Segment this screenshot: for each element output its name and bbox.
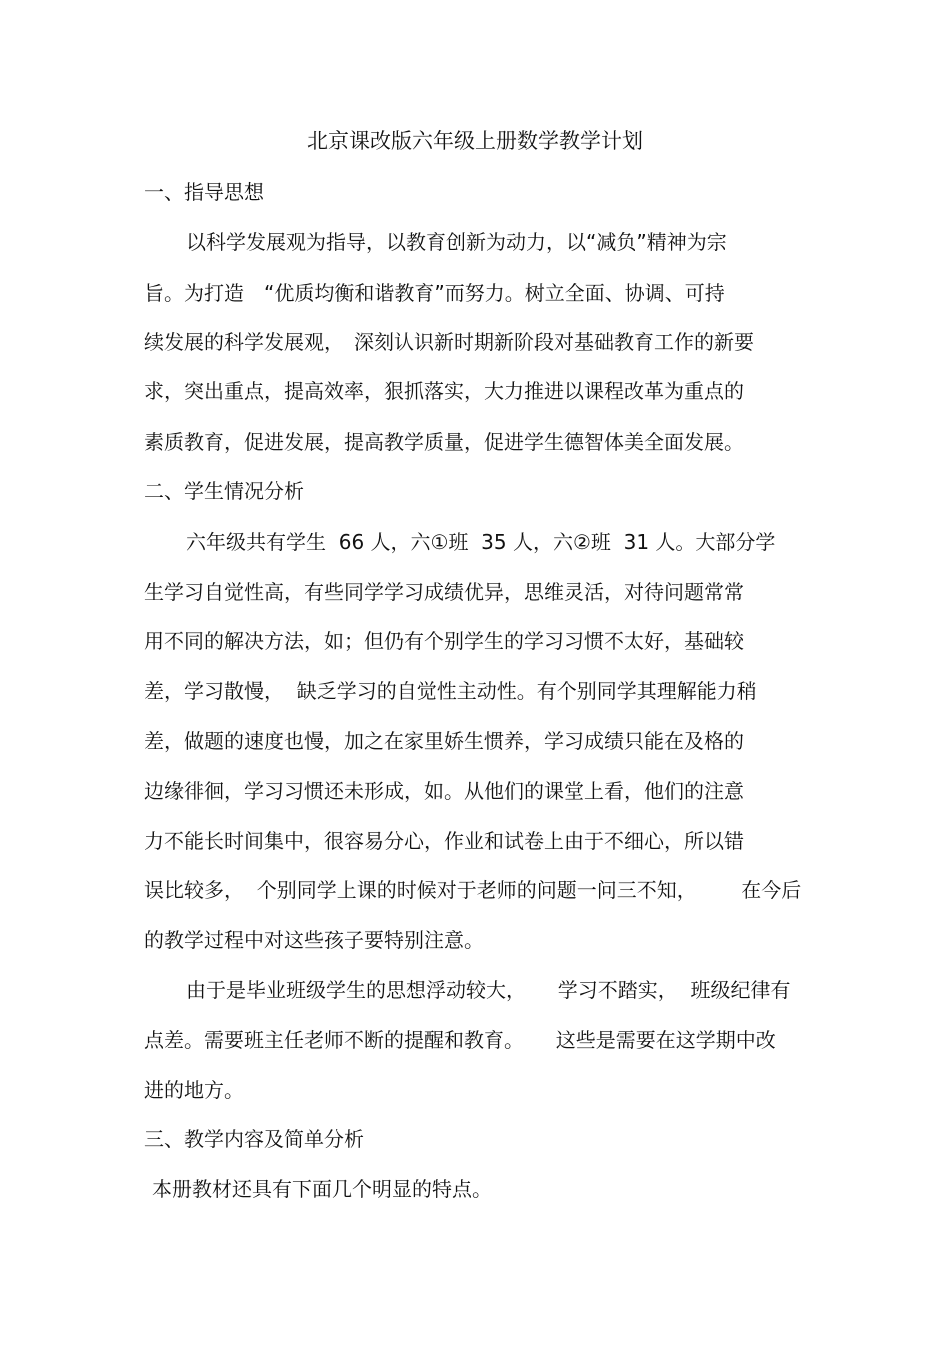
paragraph-line: 用不同的解决方法，如；但仍有个别学生的学习习惯不太好，基础较 bbox=[144, 629, 744, 653]
paragraph-line: 本册教材还具有下面几个明显的特点。 bbox=[152, 1177, 492, 1201]
paragraph-line: 生学习自觉性高，有些同学学习成绩优异，思维灵活，对待问题常常 bbox=[144, 580, 744, 604]
document-title: 北京课改版六年级上册数学教学计划 bbox=[307, 129, 643, 153]
paragraph-line: 的教学过程中对这些孩子要特别注意。 bbox=[144, 928, 484, 952]
section-heading-student-analysis: 二、学生情况分析 bbox=[144, 479, 304, 503]
paragraph-line: 以科学发展观为指导，以教育创新为动力，以“减负”精神为宗 bbox=[186, 230, 727, 254]
paragraph-line: 进的地方。 bbox=[144, 1078, 244, 1102]
paragraph-line: 差，学习散慢， 缺乏学习的自觉性主动性。有个别同学其理解能力稍 bbox=[144, 679, 757, 703]
paragraph-line: 误比较多， 个别同学上课的时候对于老师的问题一问三不知， 在今后 bbox=[144, 878, 802, 902]
section-heading-teaching-content: 三、教学内容及简单分析 bbox=[144, 1127, 364, 1151]
paragraph-line: 求，突出重点，提高效率，狠抓落实，大力推进以课程改革为重点的 bbox=[144, 379, 744, 403]
section-heading-guiding-ideology: 一、指导思想 bbox=[144, 180, 264, 204]
paragraph-line: 续发展的科学发展观， 深刻认识新时期新阶段对基础教育工作的新要 bbox=[144, 330, 754, 354]
paragraph-line: 差，做题的速度也慢，加之在家里娇生惯养，学习成绩只能在及格的 bbox=[144, 729, 744, 753]
paragraph-line: 素质教育，促进发展，提高教学质量，促进学生德智体美全面发展。 bbox=[144, 430, 744, 454]
paragraph-line: 由于是毕业班级学生的思想浮动较大， 学习不踏实， 班级纪律有 bbox=[186, 978, 791, 1002]
paragraph-line: 力不能长时间集中，很容易分心，作业和试卷上由于不细心，所以错 bbox=[144, 829, 744, 853]
paragraph-line: 六年级共有学生 66 人，六①班 35 人，六②班 31 人。大部分学 bbox=[186, 530, 776, 554]
paragraph-line: 旨。为打造 “优质均衡和谐教育”而努力。树立全面、协调、可持 bbox=[144, 281, 725, 305]
paragraph-line: 边缘徘徊，学习习惯还未形成，如。从他们的课堂上看，他们的注意 bbox=[144, 779, 744, 803]
paragraph-line: 点差。需要班主任老师不断的提醒和教育。 这些是需要在这学期中改 bbox=[144, 1028, 776, 1052]
